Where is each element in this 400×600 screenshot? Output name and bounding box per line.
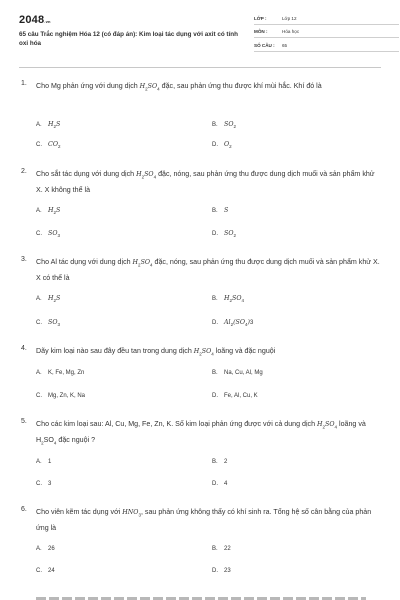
option-letter: D. — [212, 568, 218, 574]
option-letter: D. — [212, 320, 218, 326]
meta-class-value: Lớp 12 — [282, 16, 297, 21]
option-letter: C. — [36, 568, 42, 574]
option-text: $H_2S$ — [48, 121, 61, 130]
option-text: 3 — [48, 481, 52, 487]
option-letter: D. — [212, 481, 218, 487]
question-text: Cho viên kẽm tác dụng với $HNO_3$, sau phản ứng không thấy có khí sinh ra. Tổng hệ số cân bằng của phản ứng là — [36, 508, 372, 532]
option-text: Na, Cu, Al, Mg — [224, 370, 263, 376]
option-letter: C. — [36, 481, 42, 487]
question-text: Cho Mg phản ứng với dung dịch $H_2SO_4$ đặc, sau phản ứng thu được khí mùi hắc. Khí đó là — [36, 82, 322, 92]
option-text: Fe, Al, Cu, K — [224, 393, 258, 399]
option-c[interactable] — [36, 230, 60, 238]
option-text: $H_2SO_4$ — [224, 295, 245, 304]
question-number: 6. — [21, 506, 27, 513]
question-text: Cho Al tác dụng với dung dịch $H_2SO_4$ đặc, nóng, sau phản ứng thu được dung dịch muối và sản phẩm khử X. X có thể là — [36, 258, 380, 282]
option-c[interactable] — [36, 568, 55, 574]
question-7-cut-off — [21, 594, 381, 600]
option-text: 26 — [48, 546, 55, 552]
option-b[interactable] — [212, 370, 263, 376]
option-letter: A. — [36, 122, 42, 128]
option-b[interactable] — [212, 546, 231, 552]
option-letter: C. — [36, 231, 42, 237]
option-letter: A. — [36, 296, 42, 302]
option-b[interactable] — [212, 295, 244, 303]
option-text: $SO_3$ — [48, 319, 60, 328]
question-text: Cho sắt tác dụng với dung dịch $H_2SO_4$ đặc, nóng, sau phản ứng thu được dung dịch muối và sản phẩm khử X. X không thể là — [36, 170, 375, 194]
option-text: 23 — [224, 568, 231, 574]
option-a[interactable] — [36, 370, 84, 376]
option-letter: D. — [212, 142, 218, 148]
meta-count-value: 65 — [282, 43, 288, 48]
question-number: 3. — [21, 256, 27, 263]
option-a[interactable] — [36, 459, 51, 465]
question-number: 1. — [21, 80, 27, 87]
option-text: 1 — [48, 459, 52, 465]
option-letter: C. — [36, 142, 42, 148]
option-text: 22 — [224, 546, 231, 552]
document-title: 65 câu Trắc nghiệm Hóa 12 (có đáp án): Kim loại tác dụng với axit có tính oxi hóa — [19, 31, 238, 47]
option-letter: B. — [212, 546, 218, 552]
option-d[interactable] — [212, 141, 232, 149]
option-letter: A. — [36, 208, 42, 214]
option-letter: D. — [212, 231, 218, 237]
option-a[interactable] — [36, 207, 60, 215]
option-c[interactable] — [36, 393, 85, 399]
option-a[interactable] — [36, 295, 60, 303]
logo-suffix: .vn — [44, 19, 51, 24]
meta-count-label: SỐ CÂU : — [254, 43, 275, 48]
page-header — [19, 14, 381, 56]
site-logo[interactable] — [19, 14, 51, 26]
question-text: Cho các kim loại sau: Al, Cu, Mg, Fe, Zn, K. Số kim loại phản ứng được với cả dung dịch $H_2SO_4$ loãng và $H_2SO_4$ đặc nguội ? — [36, 420, 366, 446]
option-text: $H_2S$ — [48, 295, 61, 304]
option-text: 4 — [224, 481, 228, 487]
option-c[interactable] — [36, 319, 60, 327]
option-text: $Al_2(SO_4)3$ — [224, 319, 254, 328]
question-number: 4. — [21, 345, 27, 352]
question-number: 2. — [21, 168, 27, 175]
option-letter: D. — [212, 393, 218, 399]
option-text: S — [224, 207, 229, 214]
option-a[interactable] — [36, 546, 55, 552]
option-text: $SO_3$ — [48, 230, 60, 239]
meta-class-label: LỚP : — [254, 16, 267, 21]
option-b[interactable] — [212, 459, 227, 465]
question-number: 5. — [21, 418, 27, 425]
option-letter: B. — [212, 296, 218, 302]
option-text: $CO_2$ — [48, 141, 61, 150]
option-letter: A. — [36, 370, 42, 376]
option-c[interactable] — [36, 481, 51, 487]
meta-subject-value: Hóa học — [282, 29, 300, 34]
option-d[interactable] — [212, 230, 236, 238]
option-letter: C. — [36, 320, 42, 326]
question-text: Dãy kim loại nào sau đây đều tan trong dung dịch $H_2SO_4$ loãng và đặc nguội — [36, 347, 276, 357]
option-letter: B. — [212, 122, 218, 128]
option-letter: B. — [212, 370, 218, 376]
option-text: 2 — [224, 459, 228, 465]
option-text: $H_2S$ — [48, 207, 61, 216]
option-b[interactable] — [212, 121, 236, 129]
option-c[interactable] — [36, 141, 61, 149]
option-b[interactable] — [212, 207, 228, 214]
option-letter: B. — [212, 208, 218, 214]
option-d[interactable] — [212, 393, 258, 399]
option-letter: C. — [36, 393, 42, 399]
meta-count — [254, 41, 399, 52]
option-text: 24 — [48, 568, 55, 574]
option-text: Mg, Zn, K, Na — [48, 393, 86, 399]
logo-text: 2048 — [19, 14, 45, 26]
option-letter: B. — [212, 459, 218, 465]
option-letter: A. — [36, 459, 42, 465]
meta-subject — [254, 27, 399, 38]
option-text: K, Fe, Mg, Zn — [48, 370, 85, 376]
option-text: $SO_2$ — [224, 121, 236, 130]
option-text: $SO_2$ — [224, 230, 236, 239]
option-text: $O_2$ — [224, 141, 232, 150]
header-divider — [19, 67, 381, 68]
option-d[interactable] — [212, 568, 231, 574]
option-a[interactable] — [36, 121, 60, 129]
meta-subject-label: MÔN : — [254, 29, 268, 34]
option-d[interactable] — [212, 319, 253, 327]
option-letter: A. — [36, 546, 42, 552]
meta-class — [254, 14, 399, 25]
option-d[interactable] — [212, 481, 227, 487]
